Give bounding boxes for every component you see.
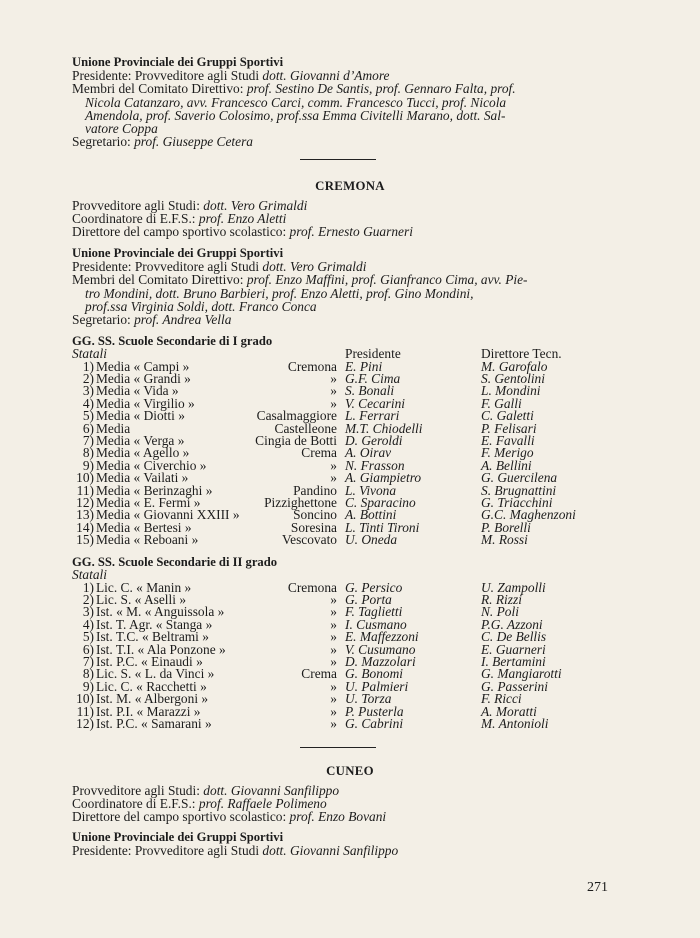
school-director: A. Bellini	[481, 457, 532, 473]
school-location: Soresina	[290, 519, 337, 535]
school-president: M.T. Chiodelli	[345, 420, 423, 436]
school-director: F. Galli	[481, 395, 522, 411]
school-president: L. Vivona	[345, 482, 397, 498]
school-location: Pizzighettone	[264, 495, 337, 511]
school-number: 8)	[82, 666, 94, 682]
school-director: G. Triacchini	[481, 495, 553, 511]
school-name: Media « Berinzaghi »	[96, 482, 213, 498]
grado2-section	[72, 556, 632, 730]
school-name: Ist. « M. « Anguissola »	[96, 604, 225, 620]
school-name: Media « Verga »	[96, 433, 185, 449]
col-director-label: Direttore Tecn.	[481, 346, 562, 362]
school-name: Ist. P.C. « Einaudi »	[96, 654, 203, 670]
cuneo-officials	[72, 784, 617, 824]
school-number: 7)	[82, 654, 94, 670]
top-union-section	[72, 56, 617, 148]
school-director: P. Borelli	[481, 519, 531, 535]
school-director: U. Zampolli	[481, 579, 546, 595]
school-location: Vescovato	[281, 532, 337, 548]
grado2-heading: GG. SS. Scuole Secondarie di II grado	[72, 555, 278, 569]
school-number: 7)	[82, 433, 94, 449]
school-name: Media « Campi »	[96, 358, 190, 374]
top-union-line-value: Amendola, prof. Saverio Colosimo, prof.ssa Emma Civitelli Marano, dott. Sal-	[85, 107, 506, 123]
cuneo-title: CUNEO	[326, 764, 374, 778]
school-name: Media « Agello »	[96, 445, 190, 461]
school-location: »	[330, 716, 337, 732]
top-union-line-label: Membri del Comitato Direttivo:	[72, 81, 247, 97]
school-location: Cremona	[287, 358, 337, 374]
official-line-label: Coordinatore di E.F.S.:	[72, 211, 199, 227]
school-location: Crema	[301, 666, 337, 682]
school-location: »	[330, 678, 337, 694]
school-number: 15)	[76, 532, 94, 548]
section-divider	[300, 747, 376, 748]
school-name: Media « Vailati »	[96, 470, 189, 486]
school-number: 12)	[76, 495, 94, 511]
school-name: Ist. T. Agr. « Stanga »	[96, 616, 213, 632]
school-president: U. Torza	[345, 691, 392, 707]
school-number: 1)	[82, 358, 94, 374]
school-director: G. Guercilena	[481, 470, 558, 486]
school-director: S. Brugnattini	[481, 482, 557, 498]
official-line-label: Coordinatore di E.F.S.:	[72, 796, 199, 812]
cremona-union-line-label: Membri del Comitato Direttivo:	[72, 272, 247, 288]
school-location: Crema	[301, 445, 337, 461]
school-director: G. Mangiarotti	[481, 666, 562, 682]
school-number: 9)	[82, 457, 94, 473]
school-president: G. Persico	[345, 579, 403, 595]
school-president: A. Oirav	[345, 445, 392, 461]
cuneo-union-line-label: Presidente: Provveditore agli Studi	[72, 843, 263, 859]
school-location: »	[330, 629, 337, 645]
school-director: F. Merigo	[481, 445, 534, 461]
cremona-union-line-label: Presidente: Provveditore agli Studi	[72, 259, 263, 275]
school-president: L. Ferrari	[345, 408, 400, 424]
school-location: Castelleone	[274, 420, 337, 436]
school-director: R. Rizzi	[481, 592, 522, 607]
school-director: E. Favalli	[481, 433, 535, 449]
official-line-value: prof. Ernesto Guarneri	[289, 224, 413, 240]
school-president: G. Bonomi	[345, 666, 404, 682]
school-name: Media « E. Fermi »	[96, 495, 201, 511]
school-president: V. Cusumano	[345, 641, 416, 657]
school-president: E. Pini	[345, 358, 383, 374]
top-union-line-value: prof. Sestino De Santis, prof. Gennaro Falta, prof.	[246, 81, 516, 97]
school-name: Lic. S. « L. da Vinci »	[96, 666, 215, 682]
school-president: U. Palmieri	[345, 678, 409, 694]
school-name: Lic. C. « Racchetti »	[96, 678, 207, 694]
official-line-label: Direttore del campo sportivo scolastico:	[72, 224, 290, 240]
school-name: Media « Civerchio »	[96, 457, 207, 473]
cremona-union-line-value: prof. Andrea Vella	[134, 311, 232, 327]
cremona-officials	[72, 199, 617, 239]
col-president-label: Presidente	[345, 346, 401, 362]
cremona-union-line-label: Segretario:	[72, 311, 135, 327]
school-president: S. Bonali	[345, 383, 395, 399]
school-president: D. Mazzolari	[345, 654, 416, 670]
school-number: 6)	[82, 420, 94, 436]
school-location: Soncino	[293, 507, 337, 523]
official-line-value: dott. Giovanni Sanfilippo	[203, 783, 340, 798]
school-director: P. Felisari	[481, 420, 537, 436]
cremona-union-line-value: prof. Enzo Maffini, prof. Gianfranco Cima, avv. Pie-	[246, 272, 528, 288]
school-location: »	[330, 703, 337, 719]
school-president: F. Taglietti	[345, 604, 403, 620]
school-number: 3)	[82, 383, 94, 399]
school-president: I. Cusmano	[345, 616, 407, 632]
school-number: 3)	[82, 604, 94, 620]
section-divider	[300, 159, 376, 160]
school-director: G.C. Maghenzoni	[481, 507, 576, 523]
school-name: Ist. T.I. « Ala Ponzone »	[96, 641, 226, 657]
grado1-table	[72, 348, 611, 547]
school-director: C. De Bellis	[481, 629, 547, 645]
top-union-line-value: dott. Giovanni d’Amore	[262, 68, 390, 84]
school-number: 4)	[82, 395, 94, 411]
school-number: 13)	[76, 507, 94, 523]
school-president: G. Cabrini	[345, 716, 404, 732]
school-president: G.F. Cima	[345, 371, 401, 386]
school-location: Cremona	[287, 579, 337, 595]
cremona-title: CREMONA	[315, 179, 385, 193]
school-number: 11)	[76, 703, 94, 719]
school-president: V. Cecarini	[345, 395, 406, 411]
official-line	[72, 810, 617, 823]
cuneo-union-section	[72, 831, 617, 857]
school-location: »	[330, 371, 337, 386]
school-number: 9)	[82, 678, 94, 694]
grado1-heading: GG. SS. Scuole Secondarie di I grado	[72, 334, 273, 348]
school-president: A. Bottini	[345, 507, 397, 523]
school-location: »	[330, 641, 337, 657]
school-location: »	[330, 470, 337, 486]
school-number: 2)	[82, 592, 94, 607]
top-union-line-label: Segretario:	[72, 134, 135, 150]
school-director: M. Rossi	[481, 532, 528, 548]
school-director: G. Passerini	[481, 678, 548, 694]
grado1-section	[72, 335, 632, 547]
school-president: N. Frasson	[345, 457, 405, 473]
cuneo-union-line	[72, 844, 617, 857]
school-location: »	[330, 691, 337, 707]
cremona-union-line-value: prof.ssa Virginia Soldi, dott. Franco Conca	[85, 298, 317, 314]
school-president: C. Sparacino	[345, 495, 416, 511]
official-line-value: prof. Enzo Bovani	[289, 809, 387, 825]
school-location: »	[330, 654, 337, 670]
school-director: M. Antonioli	[481, 716, 549, 732]
school-location: »	[330, 457, 337, 473]
school-director: P.G. Azzoni	[481, 616, 543, 632]
cremona-union-line-value: dott. Vero Grimaldi	[262, 259, 367, 275]
top-union-lines	[72, 69, 617, 148]
school-name: Media « Bertesi »	[96, 519, 192, 535]
school-president: E. Maffezzoni	[345, 629, 419, 645]
school-director: F. Ricci	[481, 691, 522, 707]
top-union-line-label: Presidente: Provveditore agli Studi	[72, 68, 263, 84]
school-number: 6)	[82, 641, 94, 657]
school-name: Ist. P.C. « Samarani »	[96, 716, 212, 732]
school-name: Media « Reboani »	[96, 532, 199, 548]
cremona-union-line-value: tro Mondini, dott. Bruno Barbieri, prof. Enzo Aletti, prof. Gino Mondini,	[85, 285, 474, 301]
top-union-line-value: prof. Giuseppe Cetera	[134, 134, 253, 150]
school-name: Media	[96, 420, 131, 436]
school-number: 5)	[82, 408, 94, 424]
school-location: Cingia de Botti	[255, 433, 337, 449]
school-director: E. Guarneri	[481, 641, 546, 657]
top-union-line	[72, 135, 617, 148]
school-name: Media « Diotti »	[96, 408, 185, 424]
school-name: Ist. P.I. « Marazzi »	[96, 703, 201, 719]
school-president: U. Oneda	[345, 532, 398, 548]
cuneo-union-line-value: dott. Giovanni Sanfilippo	[262, 843, 399, 859]
school-location: »	[330, 604, 337, 620]
cremona-union-heading: Unione Provinciale dei Gruppi Sportivi	[72, 246, 284, 260]
school-number: 4)	[82, 616, 94, 632]
official-line-value: dott. Vero Grimaldi	[203, 198, 308, 213]
school-number: 12)	[76, 716, 94, 732]
school-name: Ist. T.C. « Beltrami »	[96, 629, 209, 645]
school-president: P. Pusterla	[345, 703, 404, 719]
school-number: 14)	[76, 519, 94, 535]
school-number: 10)	[76, 470, 94, 486]
school-director: A. Moratti	[481, 703, 537, 719]
cuneo-union-heading: Unione Provinciale dei Gruppi Sportivi	[72, 830, 284, 844]
school-number: 1)	[82, 579, 94, 595]
school-name: Lic. C. « Manin »	[96, 579, 192, 595]
school-location: Pandino	[293, 482, 337, 498]
school-location: »	[330, 592, 337, 607]
school-location: Casalmaggiore	[256, 408, 337, 424]
school-director: M. Garofalo	[481, 358, 548, 374]
school-location: »	[330, 395, 337, 411]
grado1-subheading: Statali	[72, 346, 107, 362]
official-line-label: Direttore del campo sportivo scolastico:	[72, 809, 290, 825]
top-union-line-value: Nicola Catanzaro, avv. Francesco Carci, comm. Francesco Tucci, prof. Nicola	[85, 94, 507, 110]
school-name: Media « Giovanni XXIII »	[96, 507, 240, 523]
school-president: G. Porta	[345, 592, 392, 607]
school-director: C. Galetti	[481, 408, 534, 424]
school-number: 5)	[82, 629, 94, 645]
school-director: I. Bertamini	[481, 654, 546, 670]
school-name: Lic. S. « Aselli »	[96, 592, 187, 607]
top-union-heading: Unione Provinciale dei Gruppi Sportivi	[72, 55, 284, 69]
school-name: Ist. M. « Albergoni »	[96, 691, 209, 707]
school-location: »	[330, 383, 337, 399]
official-line	[72, 225, 617, 238]
official-line-value: prof. Raffaele Polimeno	[198, 796, 327, 812]
top-union-line-value: vatore Coppa	[85, 120, 158, 136]
grado2-subheading: Statali	[72, 567, 107, 583]
official-line-label: Provveditore agli Studi:	[72, 198, 204, 213]
school-row	[72, 718, 611, 730]
school-president: D. Geroldi	[345, 433, 403, 449]
school-name: Media « Virgilio »	[96, 395, 195, 411]
school-number: 10)	[76, 691, 94, 707]
official-line-value: prof. Enzo Aletti	[198, 211, 287, 227]
school-name: Media « Vida »	[96, 383, 179, 399]
school-director: S. Gentolini	[481, 371, 545, 386]
school-row	[72, 534, 611, 546]
official-line-label: Provveditore agli Studi:	[72, 783, 204, 798]
school-number: 8)	[82, 445, 94, 461]
school-number: 11)	[76, 482, 94, 498]
school-location: »	[330, 616, 337, 632]
school-president: A. Giampietro	[345, 470, 422, 486]
page-number: 271	[587, 880, 608, 895]
grado2-table	[72, 569, 611, 730]
school-name: Media « Grandi »	[96, 371, 191, 386]
cremona-union-section	[72, 247, 617, 326]
school-director: N. Poli	[481, 604, 519, 620]
cremona-union-line	[72, 313, 617, 326]
school-president: L. Tinti Tironi	[345, 519, 420, 535]
school-number: 2)	[82, 371, 94, 386]
school-director: L. Mondini	[481, 383, 541, 399]
